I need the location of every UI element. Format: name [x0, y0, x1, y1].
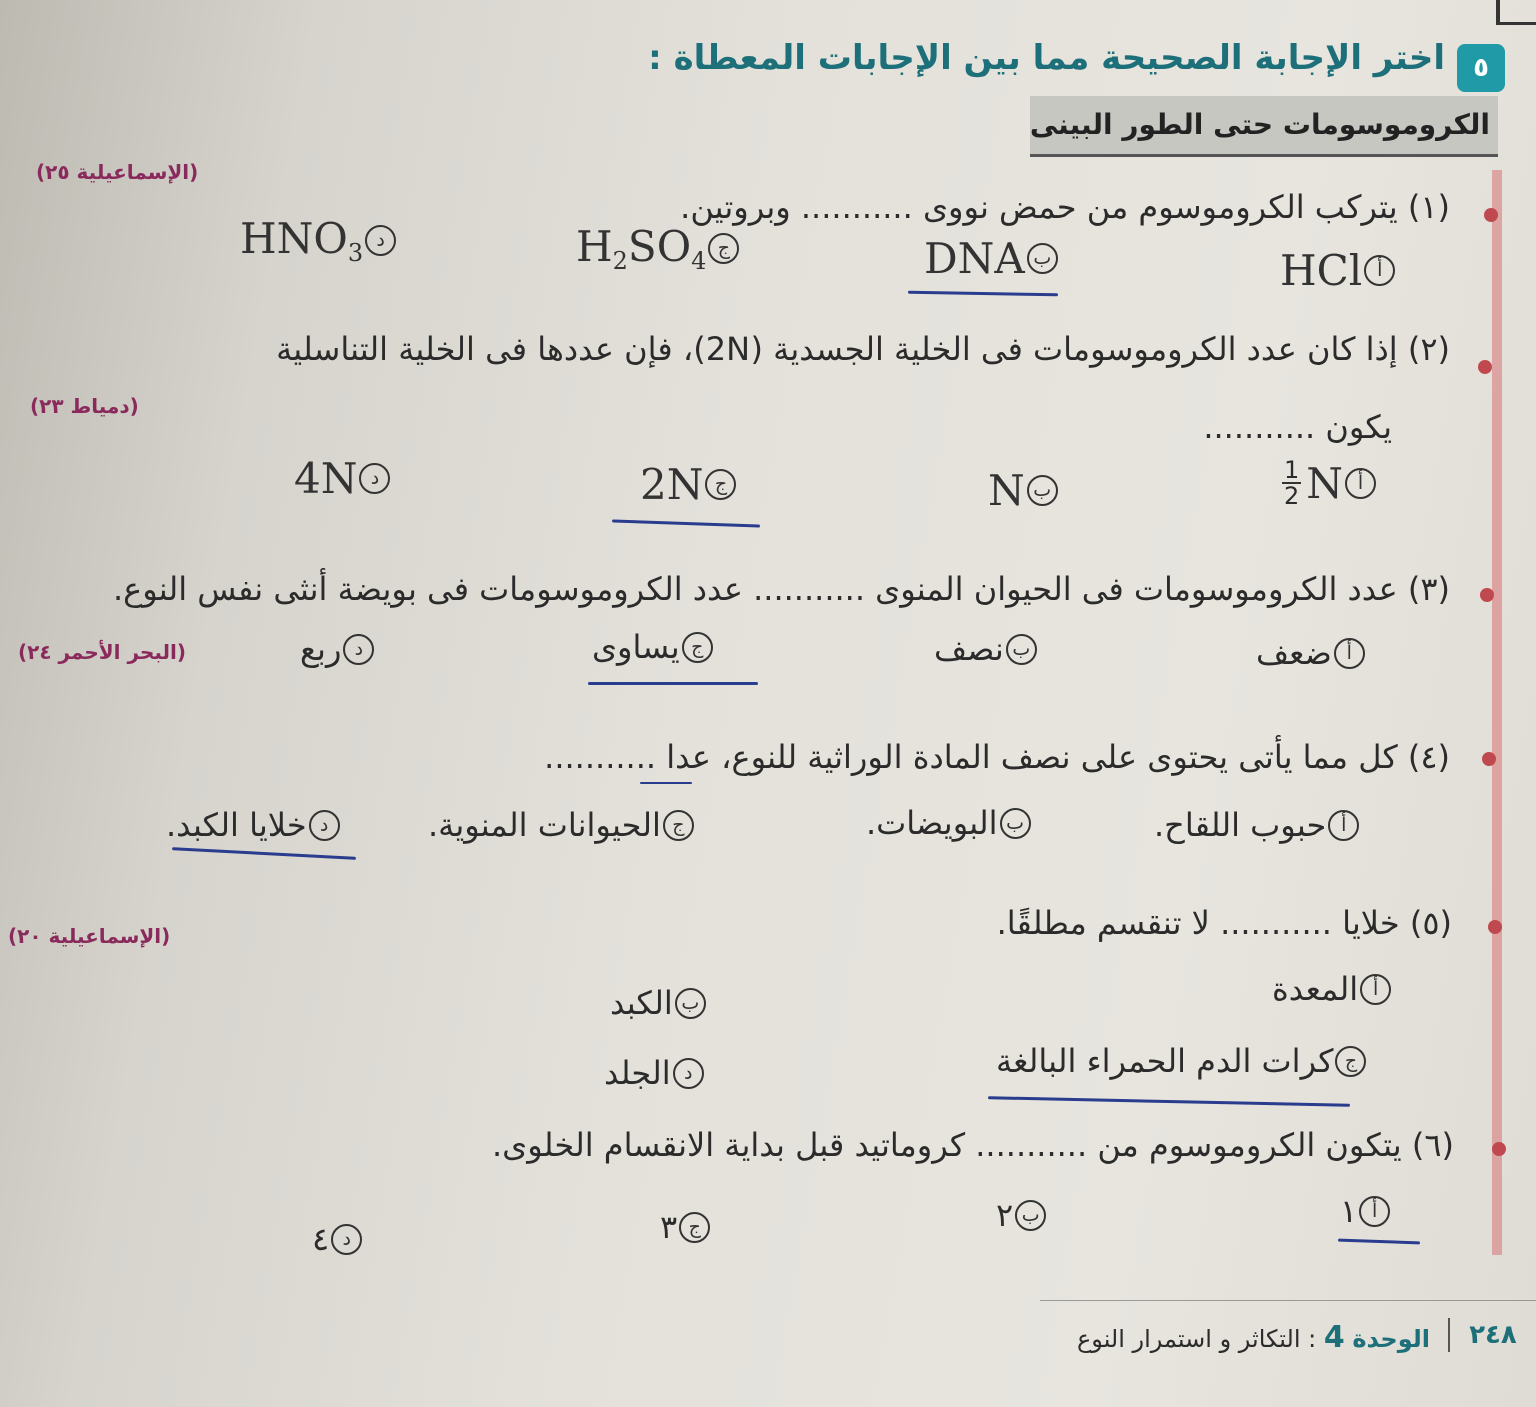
option-letter-circle: ج: [705, 469, 736, 500]
exercise-title: اختر الإجابة الصحيحة مما بين الإجابات المعطاة :: [648, 38, 1445, 78]
margin-dot: [1492, 1142, 1506, 1156]
option-text: كرات الدم الحمراء البالغة: [996, 1042, 1334, 1080]
pen-underline: [1338, 1239, 1420, 1245]
option-text: نصف: [934, 630, 1004, 668]
option-letter-circle: أ: [1364, 255, 1395, 286]
unit-label: الوحدة: [1352, 1325, 1430, 1353]
q2-option-a[interactable]: [1282, 458, 1376, 508]
q1-option-b[interactable]: [924, 234, 1058, 283]
margin-dot: [1484, 208, 1498, 222]
pen-underline: [908, 291, 1058, 297]
pen-underline: [172, 847, 356, 860]
q1-option-c[interactable]: [576, 222, 739, 275]
q3-option-c[interactable]: [592, 628, 713, 666]
option-letter-circle: أ: [1359, 1196, 1390, 1227]
option-letter-circle: ب: [1027, 475, 1058, 506]
q5-option-d[interactable]: [604, 1054, 704, 1092]
option-text: ١: [1340, 1192, 1358, 1230]
question-3-stem: (٣) عدد الكروموسومات فى الحيوان المنوى ........... عدد الكروموسومات فى بويضة أنثى نفس النوع.: [112, 570, 1450, 608]
question-4-stem: (٤) كل مما يأتى يحتوى على نصف المادة الوراثية للنوع، عدا ...........: [544, 738, 1450, 776]
q5-option-a[interactable]: [1272, 970, 1391, 1008]
option-letter-circle: ج: [663, 810, 694, 841]
option-letter-circle: ج: [708, 233, 739, 264]
option-letter-circle: ج: [682, 632, 713, 663]
q2-option-b[interactable]: [988, 466, 1058, 515]
option-text: 4N: [294, 454, 358, 503]
option-text: خلايا الكبد.: [166, 806, 307, 844]
option-letter-circle: د: [331, 1224, 362, 1255]
q2-option-c[interactable]: [640, 460, 736, 509]
unit-title: : التكاثر و استمرار النوع: [1076, 1325, 1317, 1353]
topic-title: الكروموسومات حتى الطور البينى: [1029, 108, 1490, 141]
option-text: الحيوانات المنوية.: [428, 806, 661, 844]
option-text: HCl: [1280, 246, 1363, 295]
margin-dot: [1478, 360, 1492, 374]
option-letter-circle: أ: [1334, 638, 1365, 669]
footer-unit: [1060, 1320, 1430, 1355]
option-letter-circle: ب: [1006, 634, 1037, 665]
margin-dot: [1482, 752, 1496, 766]
question-6-stem: (٦) يتكون الكروموسوم من ........... كروماتيد قبل بداية الانقسام الخلوى.: [491, 1126, 1454, 1164]
option-text: المعدة: [1272, 970, 1359, 1008]
pen-underline: [612, 519, 760, 527]
option-letter-circle: أ: [1328, 810, 1359, 841]
q6-option-d[interactable]: [312, 1220, 362, 1258]
q6-option-b[interactable]: [996, 1196, 1046, 1234]
q6-option-c[interactable]: [660, 1208, 710, 1246]
question-5-source: (الإسماعيلية ٢٠): [8, 924, 171, 948]
q4-option-d[interactable]: [166, 806, 340, 844]
page-edge-rule: [1496, 0, 1500, 24]
page-number: ٢٤٨: [1469, 1320, 1517, 1350]
q3-option-a[interactable]: [1256, 634, 1365, 672]
option-letter-circle: د: [673, 1058, 704, 1089]
q5-option-c[interactable]: [996, 1042, 1366, 1080]
q4-option-a[interactable]: [1154, 806, 1359, 844]
question-5-stem: (٥) خلايا ........... لا تنقسم مطلقًا.: [996, 904, 1452, 942]
option-text: DNA: [924, 234, 1025, 283]
option-text: N: [1306, 458, 1344, 508]
option-letter-circle: د: [365, 225, 396, 256]
option-text: ربع: [300, 630, 342, 668]
q5-option-b[interactable]: [610, 984, 706, 1022]
option-text: الجلد: [604, 1054, 671, 1092]
option-text: 2N: [640, 460, 704, 509]
option-letter-circle: أ: [1345, 468, 1376, 499]
q4-option-c[interactable]: [428, 806, 694, 844]
pen-underline: [588, 682, 758, 685]
option-letter-circle: أ: [1360, 974, 1391, 1005]
option-letter-circle: ب: [1015, 1200, 1046, 1231]
option-text: ٢: [996, 1196, 1014, 1234]
footer-rule: [1040, 1300, 1536, 1301]
page-edge-rule-horizontal: [1496, 22, 1536, 25]
exercise-number-badge: ٥: [1457, 44, 1505, 92]
margin-dot: [1480, 588, 1494, 602]
option-text: الكبد: [610, 984, 673, 1022]
margin-dot: [1488, 920, 1502, 934]
option-letter-circle: ب: [675, 988, 706, 1019]
q1-option-d[interactable]: [240, 214, 396, 267]
option-text: حبوب اللقاح.: [1154, 806, 1327, 844]
q2-option-d[interactable]: [294, 454, 390, 503]
option-text: يساوى: [592, 628, 680, 666]
option-text: ضعف: [1256, 634, 1332, 672]
option-text: البويضات.: [866, 804, 998, 842]
fraction-one-half: $\frac{1}{2}$: [1284, 456, 1300, 510]
question-2-source: (دمياط ٢٣): [30, 394, 139, 418]
question-2-stem: (٢) إذا كان عدد الكروموسومات فى الخلية الجسدية (2N)، فإن عددها فى الخلية التناسلية: [276, 330, 1450, 368]
option-letter-circle: ج: [679, 1212, 710, 1243]
option-text: ٣: [660, 1208, 678, 1246]
option-letter-circle: د: [359, 463, 390, 494]
footer-divider: [1448, 1318, 1450, 1352]
q1-option-a[interactable]: [1280, 246, 1395, 295]
question-3-source: (البحر الأحمر ٢٤): [18, 640, 187, 664]
q4-option-b[interactable]: [866, 804, 1031, 842]
pen-underline: [988, 1096, 1350, 1107]
question-2-stem-continued: يكون ...........: [1203, 408, 1392, 446]
option-letter-circle: ب: [1000, 808, 1031, 839]
question-1-stem: (١) يتركب الكروموسوم من حمض نووى ........... وبروتين.: [680, 188, 1450, 226]
unit-number: 4: [1323, 1320, 1345, 1355]
option-letter-circle: د: [309, 810, 340, 841]
option-letter-circle: د: [343, 634, 374, 665]
option-text: $HNO_3$: [240, 214, 364, 267]
option-text: N: [988, 466, 1025, 515]
option-text: ٤: [312, 1220, 330, 1258]
q3-option-d[interactable]: [300, 630, 374, 668]
pen-underline: [640, 782, 692, 784]
q6-option-a[interactable]: [1340, 1192, 1390, 1230]
option-text: $H_2SO_4$: [576, 222, 707, 275]
margin-line: [1492, 170, 1502, 1255]
q3-option-b[interactable]: [934, 630, 1037, 668]
option-letter-circle: ج: [1335, 1046, 1366, 1077]
question-1-source: (الإسماعيلية ٢٥): [36, 160, 199, 184]
option-letter-circle: ب: [1027, 243, 1058, 274]
